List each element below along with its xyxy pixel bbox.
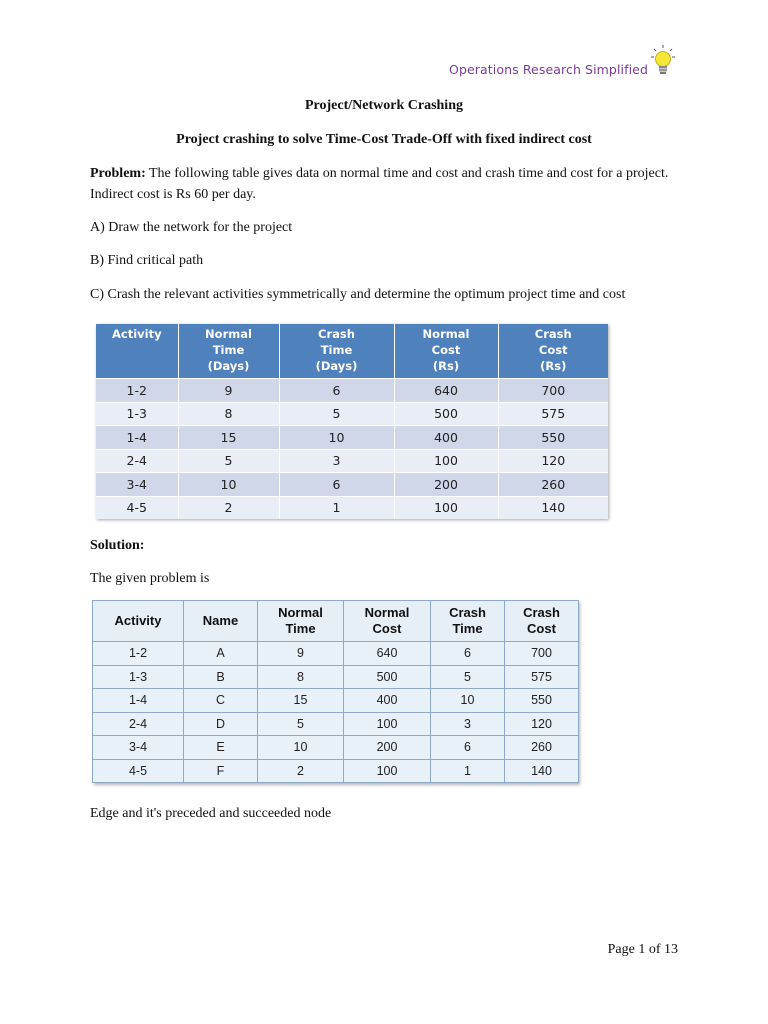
column-header (178, 324, 279, 379)
table-cell: D (184, 712, 258, 736)
table-cell: A (184, 642, 258, 666)
table-cell: 6 (431, 736, 505, 760)
page-number: Page 1 of 13 (607, 942, 678, 957)
solution-label: Solution: (90, 538, 145, 553)
table-cell: 1-2 (93, 642, 184, 666)
table-cell: 4-5 (93, 759, 184, 783)
column-header (93, 601, 184, 642)
table-cell: 400 (344, 689, 431, 713)
column-header-line: Crash (449, 605, 486, 620)
table-cell: 5 (178, 449, 279, 473)
table-cell: 120 (498, 449, 608, 473)
table-cell: 3-4 (93, 736, 184, 760)
column-header-line: Time (452, 621, 483, 636)
column-header-line: Time (212, 343, 245, 357)
table-row (93, 736, 579, 760)
column-header-line: Normal (364, 605, 410, 620)
table-cell: 2 (258, 759, 344, 783)
table-cell: B (184, 665, 258, 689)
table-cell: 500 (394, 402, 498, 426)
table-row (93, 712, 579, 736)
column-header-line: Crash (534, 327, 572, 341)
column-header-line: Cost (538, 343, 568, 357)
column-header-line: Time (285, 621, 316, 636)
column-header-line: (Rs) (432, 359, 460, 373)
question-c: C) Crash the relevant activities symmetrically and determine the optimum project time and cost (90, 287, 626, 302)
table-cell: 260 (498, 473, 608, 497)
column-header-line: Cost (372, 621, 402, 636)
table-row (93, 759, 579, 783)
table-cell: 500 (344, 665, 431, 689)
column-header (394, 324, 498, 379)
column-header (184, 601, 258, 642)
table-cell: 100 (344, 712, 431, 736)
table-cell: 1-4 (96, 426, 178, 450)
table-cell: 2 (178, 496, 279, 519)
document-subtitle: Project crashing to solve Time-Cost Trade-Off with fixed indirect cost (176, 132, 592, 147)
table-cell: E (184, 736, 258, 760)
table-cell: 140 (505, 759, 579, 783)
problem-text: The following table gives data on normal time and cost and crash time and cost for a project. Indirect cost is Rs 60 per day. (90, 166, 669, 202)
column-header-line: (Rs) (540, 359, 567, 373)
table-cell: 6 (279, 473, 394, 497)
table-cell: 700 (505, 642, 579, 666)
table-cell: 200 (394, 473, 498, 497)
table-cell: 550 (505, 689, 579, 713)
table-cell: 1 (431, 759, 505, 783)
table-cell: 10 (258, 736, 344, 760)
table-cell: 6 (431, 642, 505, 666)
column-header (279, 324, 394, 379)
column-header-line: Name (202, 613, 239, 628)
column-header (431, 601, 505, 642)
table-cell: 10 (431, 689, 505, 713)
table-cell: 100 (394, 449, 498, 473)
column-header-line: Activity (112, 327, 162, 341)
table-cell: F (184, 759, 258, 783)
table-row (93, 642, 579, 666)
problem-statement (90, 163, 680, 205)
table-cell: 2-4 (96, 449, 178, 473)
table-cell: 550 (498, 426, 608, 450)
column-header-line: Normal (278, 605, 323, 620)
table-cell: 2-4 (93, 712, 184, 736)
data-table-1-grid (96, 324, 608, 519)
table-cell: 10 (279, 426, 394, 450)
table-row (93, 689, 579, 713)
column-header-line: Normal (205, 327, 252, 341)
table-cell: 6 (279, 379, 394, 403)
table-cell: 120 (505, 712, 579, 736)
header-brand: Operations Research Simplified (449, 62, 648, 77)
column-header-line: Normal (422, 327, 470, 341)
column-header (498, 324, 608, 379)
table-cell: 5 (258, 712, 344, 736)
table-cell: 200 (344, 736, 431, 760)
column-header-line: Cost (431, 343, 461, 357)
table-cell: 4-5 (96, 496, 178, 519)
column-header (96, 324, 178, 379)
table-row (93, 665, 579, 689)
question-a: A) Draw the network for the project (90, 220, 293, 235)
column-header-line: (Days) (315, 359, 358, 373)
table-cell: 15 (258, 689, 344, 713)
table-cell: 8 (178, 402, 279, 426)
column-header (505, 601, 579, 642)
document-title: Project/Network Crashing (305, 98, 463, 113)
table-cell: 700 (498, 379, 608, 403)
column-header-line: Crash (523, 605, 560, 620)
table-cell: 400 (394, 426, 498, 450)
table-row (96, 496, 608, 519)
table-cell: 5 (279, 402, 394, 426)
column-header-line: Activity (114, 613, 162, 628)
lightbulb-icon (650, 44, 676, 78)
table-cell: 260 (505, 736, 579, 760)
data-table-2 (92, 600, 578, 783)
problem-label: Problem: (90, 166, 146, 181)
data-table-2-grid (92, 600, 579, 783)
table-cell: 3 (431, 712, 505, 736)
solution-intro: The given problem is (90, 571, 210, 586)
column-header (258, 601, 344, 642)
table-cell: C (184, 689, 258, 713)
table-row (96, 449, 608, 473)
table-cell: 15 (178, 426, 279, 450)
table-cell: 1 (279, 496, 394, 519)
table-cell: 575 (498, 402, 608, 426)
table-cell: 100 (344, 759, 431, 783)
table-cell: 3-4 (96, 473, 178, 497)
table-cell: 1-4 (93, 689, 184, 713)
table-cell: 1-3 (96, 402, 178, 426)
column-header-line: Time (320, 343, 353, 357)
table-cell: 8 (258, 665, 344, 689)
table-row (96, 473, 608, 497)
column-header-line: (Days) (207, 359, 250, 373)
table-cell: 9 (258, 642, 344, 666)
table-row (96, 402, 608, 426)
table-cell: 1-2 (96, 379, 178, 403)
table-row (96, 379, 608, 403)
table-cell: 5 (431, 665, 505, 689)
table-cell: 10 (178, 473, 279, 497)
table-cell: 9 (178, 379, 279, 403)
question-b: B) Find critical path (90, 253, 204, 268)
column-header-line: Crash (318, 327, 355, 341)
table-cell: 140 (498, 496, 608, 519)
table-cell: 640 (394, 379, 498, 403)
edge-description: Edge and it's preceded and succeeded node (90, 806, 332, 821)
table-cell: 575 (505, 665, 579, 689)
column-header (344, 601, 431, 642)
column-header-line: Cost (527, 621, 556, 636)
table-cell: 1-3 (93, 665, 184, 689)
table-cell: 100 (394, 496, 498, 519)
data-table-1 (96, 324, 608, 519)
table-row (96, 426, 608, 450)
table-cell: 3 (279, 449, 394, 473)
table-cell: 640 (344, 642, 431, 666)
